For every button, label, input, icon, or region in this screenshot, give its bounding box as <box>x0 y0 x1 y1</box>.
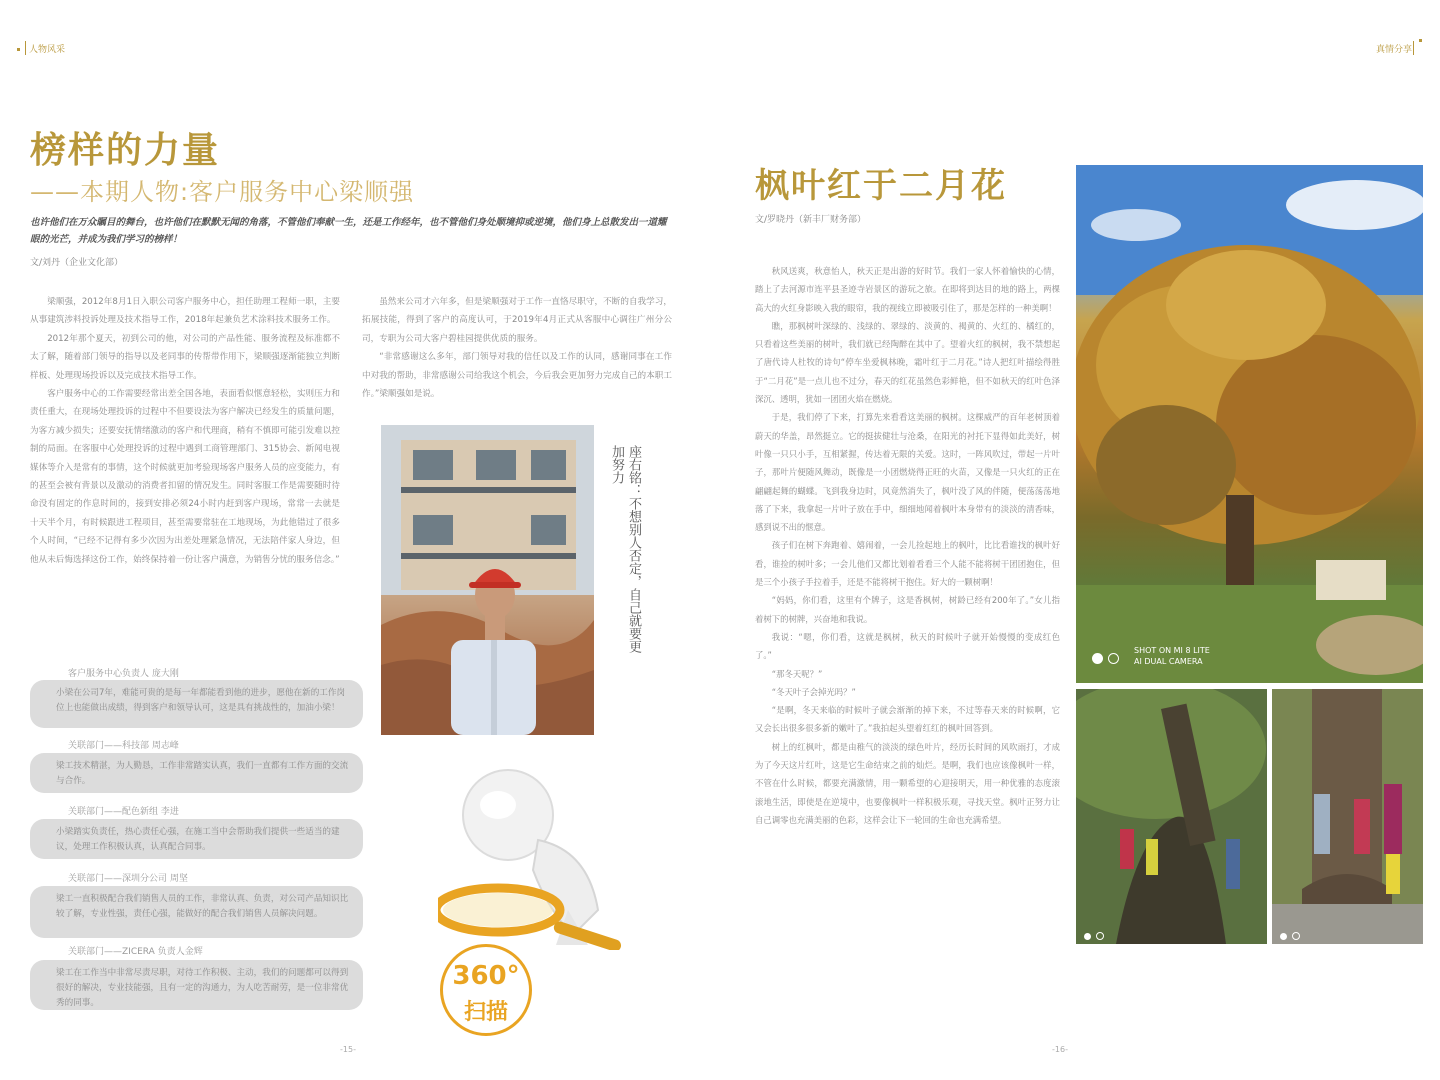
camera-watermark <box>1134 645 1210 667</box>
comment-bubble: 梁工在工作当中非常尽责尽职，对待工作积极、主动，我们的问题都可以得到很好的解决，专业技能强，且有一定的沟通力，为人吃苦耐劳，是一位非常优秀的同事。 <box>30 960 363 1010</box>
author-left: 文/刘丹（企业文化部） <box>30 258 124 268</box>
paragraph: “冬天叶子会掉光吗？” <box>771 686 856 697</box>
comment-author: 客户服务中心负责人 庞大刚 <box>68 669 179 679</box>
comment-author: 关联部门——配色新组 李进 <box>68 807 179 817</box>
header-rule-right <box>1413 41 1414 55</box>
scan-badge[interactable] <box>440 944 532 1036</box>
family-photo-right <box>1272 689 1423 944</box>
paragraph: 孩子们在树下奔跑着、嬉闹着，一会儿捡起地上的枫叶，比比看谁找的枫叶好看，谁捡的树叶多；一会儿他们又都比划着看看三个人能不能将树干团团抱住，但是三个小孩子手拉着手，还是不能将树干抱住。好大的一颗树啊！ <box>755 540 1060 588</box>
paragraph: “那冬天呢？” <box>771 668 823 679</box>
paragraph: 于是，我们停了下来，打算先来看看这美丽的枫树。这棵威严的百年老树顶着蔚天的华盖，昂然挺立。它的挺拔健壮与沧桑，在阳光的衬托下显得如此美好，树叶像一只只小手，互相紧握，传达着无限的关爱。这时，一阵风吹过，带起一片叶子，那叶片便随风舞动，既像是一小团燃烧得正旺的火苗，又像是一只火红的正在翩翩起舞的蝴蝶。飞到我身边时，风竟然消失了，枫叶没了风的伴随，便荡荡荡地落了下来，我拿起一片叶子放在手中，细细地闻着枫叶本身带有的淡淡的清香味，感到说不出的惬意。 <box>755 412 1060 533</box>
intro-paragraph: 也许他们在万众瞩目的舞台，也许他们在默默无闻的角落，不管他们奉献一生，还是工作经年，也不管他们身处顺境抑或逆境，他们身上总散发出一道耀眼的光芒，并成为我们学习的榜样！ <box>30 217 667 245</box>
article-subtitle-left: ——本期人物:客户服务中心梁顺强 <box>30 178 415 206</box>
family-photo-left <box>1076 689 1267 944</box>
comment-bubble: 小梁踏实负责任，热心责任心强，在施工当中会帮助我们提供一些适当的建议，处理工作积极认真，认真配合同事。 <box>30 819 363 859</box>
article-title-right: 枫叶红于二月花 <box>755 166 1007 206</box>
comment-author: 关联部门——ZICERA 负责人金辉 <box>68 947 203 957</box>
watermark-line1: SHOT ON MI 8 LITE <box>1134 646 1210 655</box>
paragraph: 客户服务中心的工作需要经常出差全国各地，表面看似惬意轻松，实则压力和责任重大，在现场处理投诉的过程中不但要设法为客户解决已经发生的质量问题，为客方减少损失；还要安抚情绪激动的客户和代理商，稍有不慎即可能引发难以控制的局面。在客服中心处理投诉的过程中遇到工商管理部门、315协会、新闻电视媒体等介入是常有的事情，这个时候就更加考验现场客户服务人员的应变能力，有的甚至会被有背景以及激动的消费者扣留的情况发生。同时客服工作是需要随时待命没有固定的作息时间的，接到安排必须24小时内赶到客户现场，常常一去就是十天半个月，有时候跟进工程项目，甚至需要常驻在工地现场，为此他错过了很多个人时间，“已经不记得有多少次因为出差处理紧急情况，无法陪伴家人身边，但他从未后悔选择这份工作，始终保持着一份让客户满意，为销售分忧的服务信念。” <box>30 389 340 565</box>
paragraph: 我说：“嗯，你们看，这就是枫树，秋天的时候叶子就开始慢慢的变成红色了。” <box>755 631 1060 661</box>
scan-badge-line2: 扫描 <box>463 1000 508 1025</box>
paragraph: “妈妈，你们看，这里有个牌子，这是香枫树，树龄已经有200年了。”女儿指着树下的树牌，兴奋地和我说。 <box>755 595 1060 624</box>
header-marker-right <box>1419 39 1422 42</box>
article-title-left: 榜样的力量 <box>30 130 221 171</box>
camera-dots-icon <box>1084 925 1104 944</box>
scan-badge-line1: 360° <box>452 961 520 991</box>
portrait-photo <box>381 425 594 735</box>
body-column-2 <box>362 293 672 403</box>
magnifier-figure <box>438 760 638 950</box>
body-column-1 <box>30 293 340 569</box>
page-number-right: -16- <box>1052 1045 1068 1054</box>
paragraph: 瞧，那枫树叶深绿的、浅绿的、翠绿的、淡黄的、褐黄的、火红的、橘红的，只看着这些美丽的树叶，我们就已经陶醉在其中了。望着火红的枫树，我不禁想起了唐代诗人杜牧的诗句“停车坐爱枫林晚，霜叶红于二月花。”诗人把红叶描绘得胜于“二月花”是一点儿也不过分，春天的红花虽然色彩鲜艳，但不如秋天的红叶色泽深沉、透明，犹如一团团火焰在燃烧。 <box>755 320 1060 405</box>
comment-author: 关联部门——深圳分公司 周坚 <box>68 874 188 884</box>
watermark-line2: AI DUAL CAMERA <box>1134 657 1203 666</box>
paragraph: 树上的红枫叶，都是由稚气的淡淡的绿色叶片，经历长时间的风吹雨打，才成为了今天这片红叶，这是它生命结束之前的灿烂。是啊，我们也应该像枫叶一样，不管在什么时候，都要充满激情，用一颗希望的心迎接明天，用一种优雅的态度滚滚地生活，即使是在逆境中，也要像枫叶一样积极乐观，寻找天堂。枫叶正努力让自己调零也充满美丽的色彩，这样会让下一轮回的生命也充满希望。 <box>755 741 1060 825</box>
body-column-right <box>755 262 1060 829</box>
author-right: 文/罗晓丹（新丰厂财务部） <box>755 215 867 225</box>
paragraph: 2012年那个夏天，初到公司的他，对公司的产品性能、服务流程及标准都不太了解，随着部门领导的指导以及老同事的传帮带作用下，梁顺强逐渐能独立判断样板、处理现场投诉以及完成技术指导工作。 <box>30 333 340 381</box>
maple-tree-photo <box>1076 165 1423 683</box>
paragraph: 虽然来公司才六年多，但是梁顺强对于工作一直恪尽职守，不断的自我学习，拓展技能，得到了客户的高度认可，于2019年4月正式从客服中心调往广州分公司，专职为公司大客户碧桂园提供优质的服务。 <box>362 297 672 344</box>
comment-bubble: 梁工技术精湛，为人勤恳，工作非常踏实认真，我们一直都有工作方面的交流与合作。 <box>30 753 363 793</box>
comment-author: 关联部门——科技部 周志峰 <box>68 741 179 751</box>
camera-dots-icon <box>1280 925 1300 944</box>
section-tag-right: 真情分享 <box>1376 45 1413 55</box>
header-marker-left <box>17 48 20 51</box>
paragraph: 梁顺强，2012年8月1日入职公司客户服务中心，担任助理工程师一职，主要从事建筑涉料投诉处理及技术指导工作，2018年起兼负艺术涂料技术服务工作。 <box>30 297 340 326</box>
paragraph: 秋风送爽，秋意怡人，秋天正是出游的好时节。我们一家人怀着愉快的心情，踏上了去河源市连平县圣迹寺岩景区的游玩之旅。在即将到达目的地的路上，两棵高大的火红身影映入我的眼帘，我的视线立即被吸引住了，那是怎样的一种美啊！ <box>755 266 1060 313</box>
comment-bubble: 梁工一直积极配合我们销售人员的工作，非常认真、负责，对公司产品知识比较了解，专业性强，责任心强，能做好的配合我们销售人员解决问题。 <box>30 886 363 938</box>
paragraph: “是啊，冬天来临的时候叶子就会渐渐的掉下来，不过等春天来的时候啊，它又会长出很多很多新的嫩叶了。”我拍起头望着红红的枫叶回答到。 <box>755 705 1060 734</box>
header-rule-left <box>25 41 26 55</box>
comment-bubble: 小梁在公司7年，难能可贵的是每一年都能看到他的进步，愿他在新的工作岗位上也能做出成绩，得到客户和领导认可，这是具有挑战性的，加油小梁！ <box>30 680 363 728</box>
section-tag-left: 人物风采 <box>29 45 66 55</box>
portrait-illustration <box>381 425 594 735</box>
page-number-left: -15- <box>340 1045 356 1054</box>
motto-text: 座右铭：不想别人否定，自己就要更加努力 <box>609 445 641 653</box>
camera-dots-icon <box>1092 649 1119 668</box>
paragraph: “非常感谢这么多年，部门领导对我的信任以及工作的认同，感谢同事在工作中对我的帮助，非常感谢公司给我这个机会，今后我会更加努力完成自己的本职工作。”梁顺强如是说。 <box>362 352 672 400</box>
